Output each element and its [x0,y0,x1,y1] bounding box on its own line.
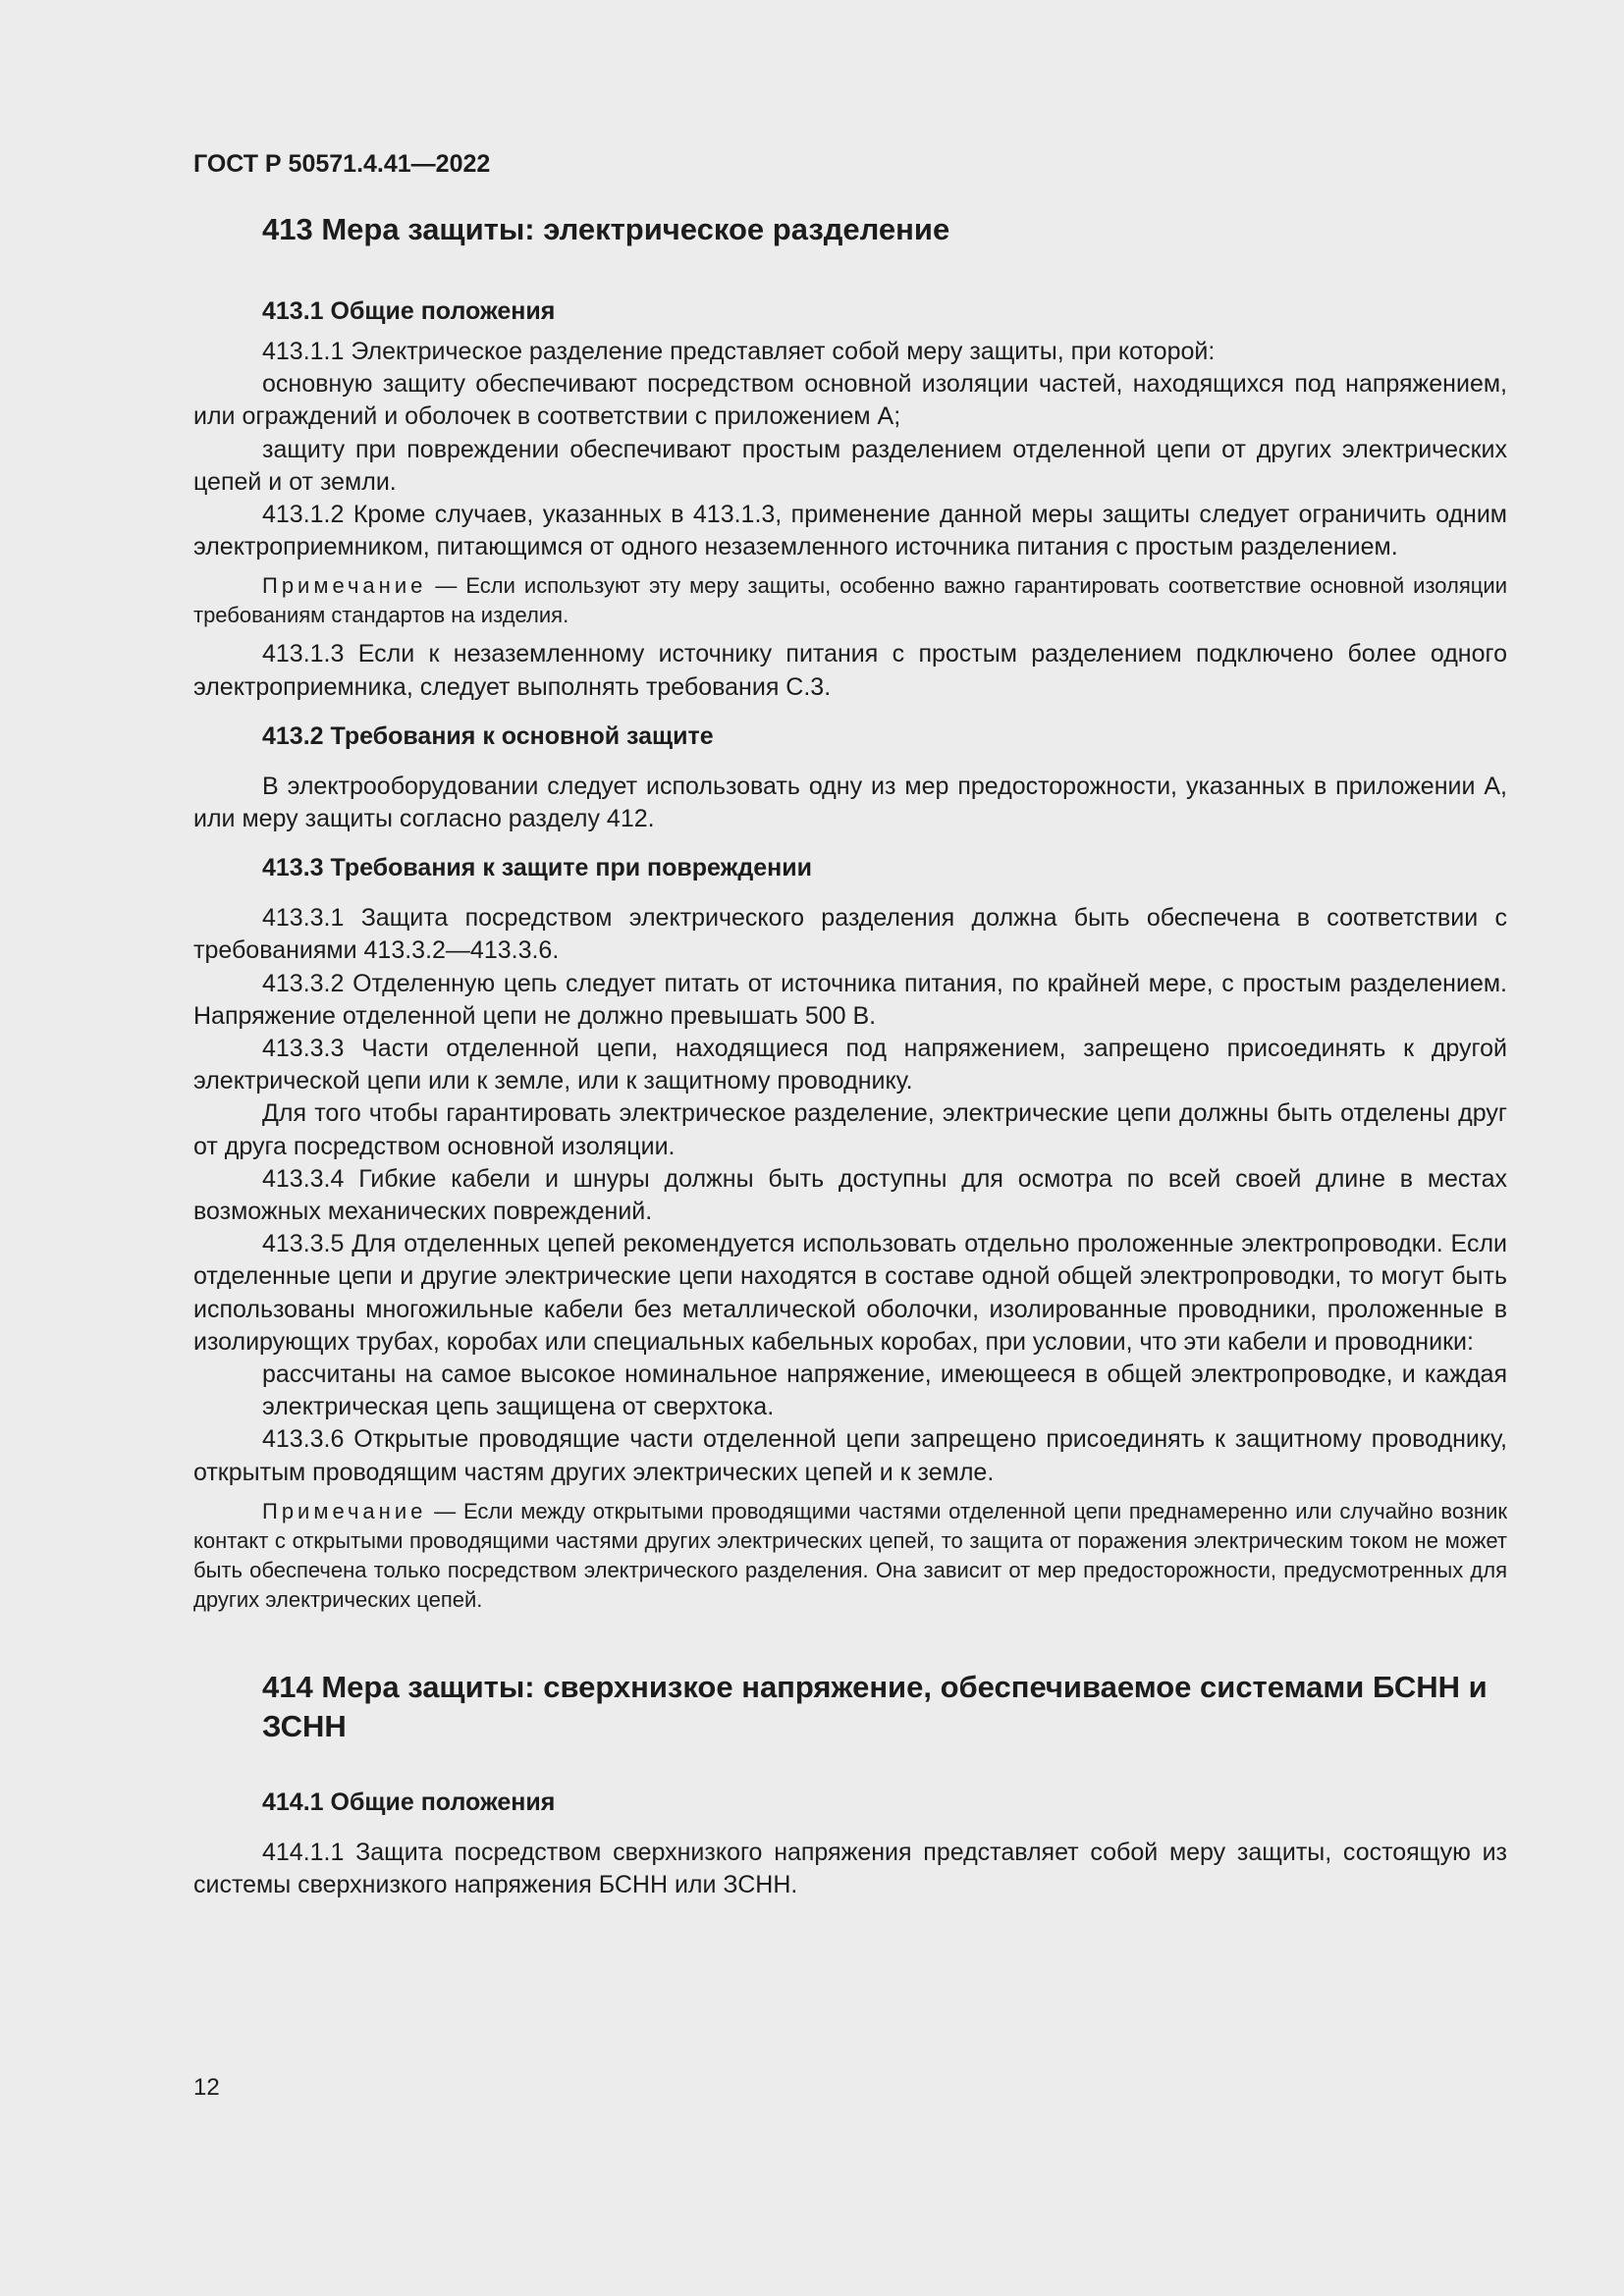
paragraph-413-3-5: 413.3.5 Для отделенных цепей рекомендуется использовать отдельно проложенные электропроводки. Если отделенные цепи и другие электрические цепи находятся в составе одной общей электропроводки, то могут быть использованы многожильные кабели без металлической оболочки, изолированные проводники, проложенные в изолирующих трубах, коробах или специальных кабельных коробах, при условии, что эти кабели и проводники: [193,1230,1507,1356]
paragraph-413-1-3: 413.1.3 Если к незаземленному источнику питания с простым разделением подключено более одного электроприемника, следует выполнять требования С.3. [193,640,1507,701]
section-413-3-title: 413.3 Требования к защите при повреждении [262,854,812,882]
paragraph-413-3-3: 413.3.3 Части отделенной цепи, находящиеся под напряжением, запрещено присоединять к другой электрической цепи или к земле, или к защитному проводнику. [193,1035,1507,1095]
section-413-1-title: 413.1 Общие положения [262,297,556,325]
paragraph-413-1-2: 413.1.2 Кроме случаев, указанных в 413.1.3, применение данной меры защиты следует ограничить одним электроприемником, питающимся от одного незаземленного источника питания с простым разделением. [193,501,1507,561]
note-2-text: — Если между открытыми проводящими частями отделенной цепи преднамеренно или случайно возник контакт с открытыми проводящими частями других электрических цепей, то защита от поражения электрическим током не может быть обеспечена только посредством электрического разделения. Она зависит от мер предосторожности, предусмотренных для других электрических цепей. [193,1498,1507,1612]
section-413-2-title: 413.2 Требования к основной защите [262,721,714,750]
note-2 [193,1497,1507,1615]
paragraph-basic-protection: основную защиту обеспечивают посредством основной изоляции частей, находящихся под напряжением, или ограждений и оболочек в соответствии с приложением А; [193,370,1507,431]
section-414-title: 414 Мера защиты: сверхнизкое напряжение, обеспечиваемое системами БСНН и ЗСНН [262,1669,1488,1743]
section-413-title: 413 Мера защиты: электрическое разделение [262,212,950,246]
section-414-1-title: 414.1 Общие положения [262,1788,556,1816]
note-1-text: — Если используют эту меру защиты, особенно важно гарантировать соответствие основной изоляции требованиям стандартов на изделия. [193,573,1507,628]
paragraph-413-3-2: 413.3.2 Отделенную цепь следует питать от источника питания, по крайней мере, с простым разделением. Напряжение отделенной цепи не должно превышать 500 В. [193,969,1507,1030]
note-2-label: Примечание [262,1498,427,1523]
paragraph-413-2: В электрооборудовании следует использовать одну из мер предосторожности, указанных в приложении А, или меру защиты согласно разделу 412. [193,772,1507,833]
paragraph-413-3-6: 413.3.6 Открытые проводящие части отделенной цепи запрещено присоединять к защитному проводнику, открытым проводящим частям других электрических цепей и к земле. [193,1425,1507,1486]
paragraph-413-1-1: 413.1.1 Электрическое разделение представляет собой меру защиты, при которой: [262,338,1216,365]
page-number: 12 [193,2074,220,2101]
note-1 [193,571,1507,630]
paragraph-413-3-1: 413.3.1 Защита посредством электрического разделения должна быть обеспечена в соответствии с требованиями 413.3.2—413.3.6. [193,904,1507,965]
document-code: ГОСТ Р 50571.4.41—2022 [193,150,491,178]
paragraph-rated-voltage: рассчитаны на самое высокое номинальное напряжение, имеющееся в общей электропроводке, и каждая электрическая цепь защищена от сверхтока. [262,1361,1507,1421]
note-1-label: Примечание [262,573,427,599]
paragraph-413-3-4: 413.3.4 Гибкие кабели и шнуры должны быть доступны для осмотра по всей своей длине в местах возможных механических повреждений. [193,1164,1507,1226]
paragraph-414-1-1: 414.1.1 Защита посредством сверхнизкого напряжения представляет собой меру защиты, состоящую из системы сверхнизкого напряжения БСНН или ЗСНН. [193,1838,1507,1899]
paragraph-guarantee-separation: Для того чтобы гарантировать электрическое разделение, электрические цепи должны быть отделены друг от друга посредством основной изоляции. [193,1099,1507,1160]
paragraph-fault-protection: защиту при повреждении обеспечивают простым разделением отделенной цепи от других электрических цепей и от земли. [193,435,1507,496]
